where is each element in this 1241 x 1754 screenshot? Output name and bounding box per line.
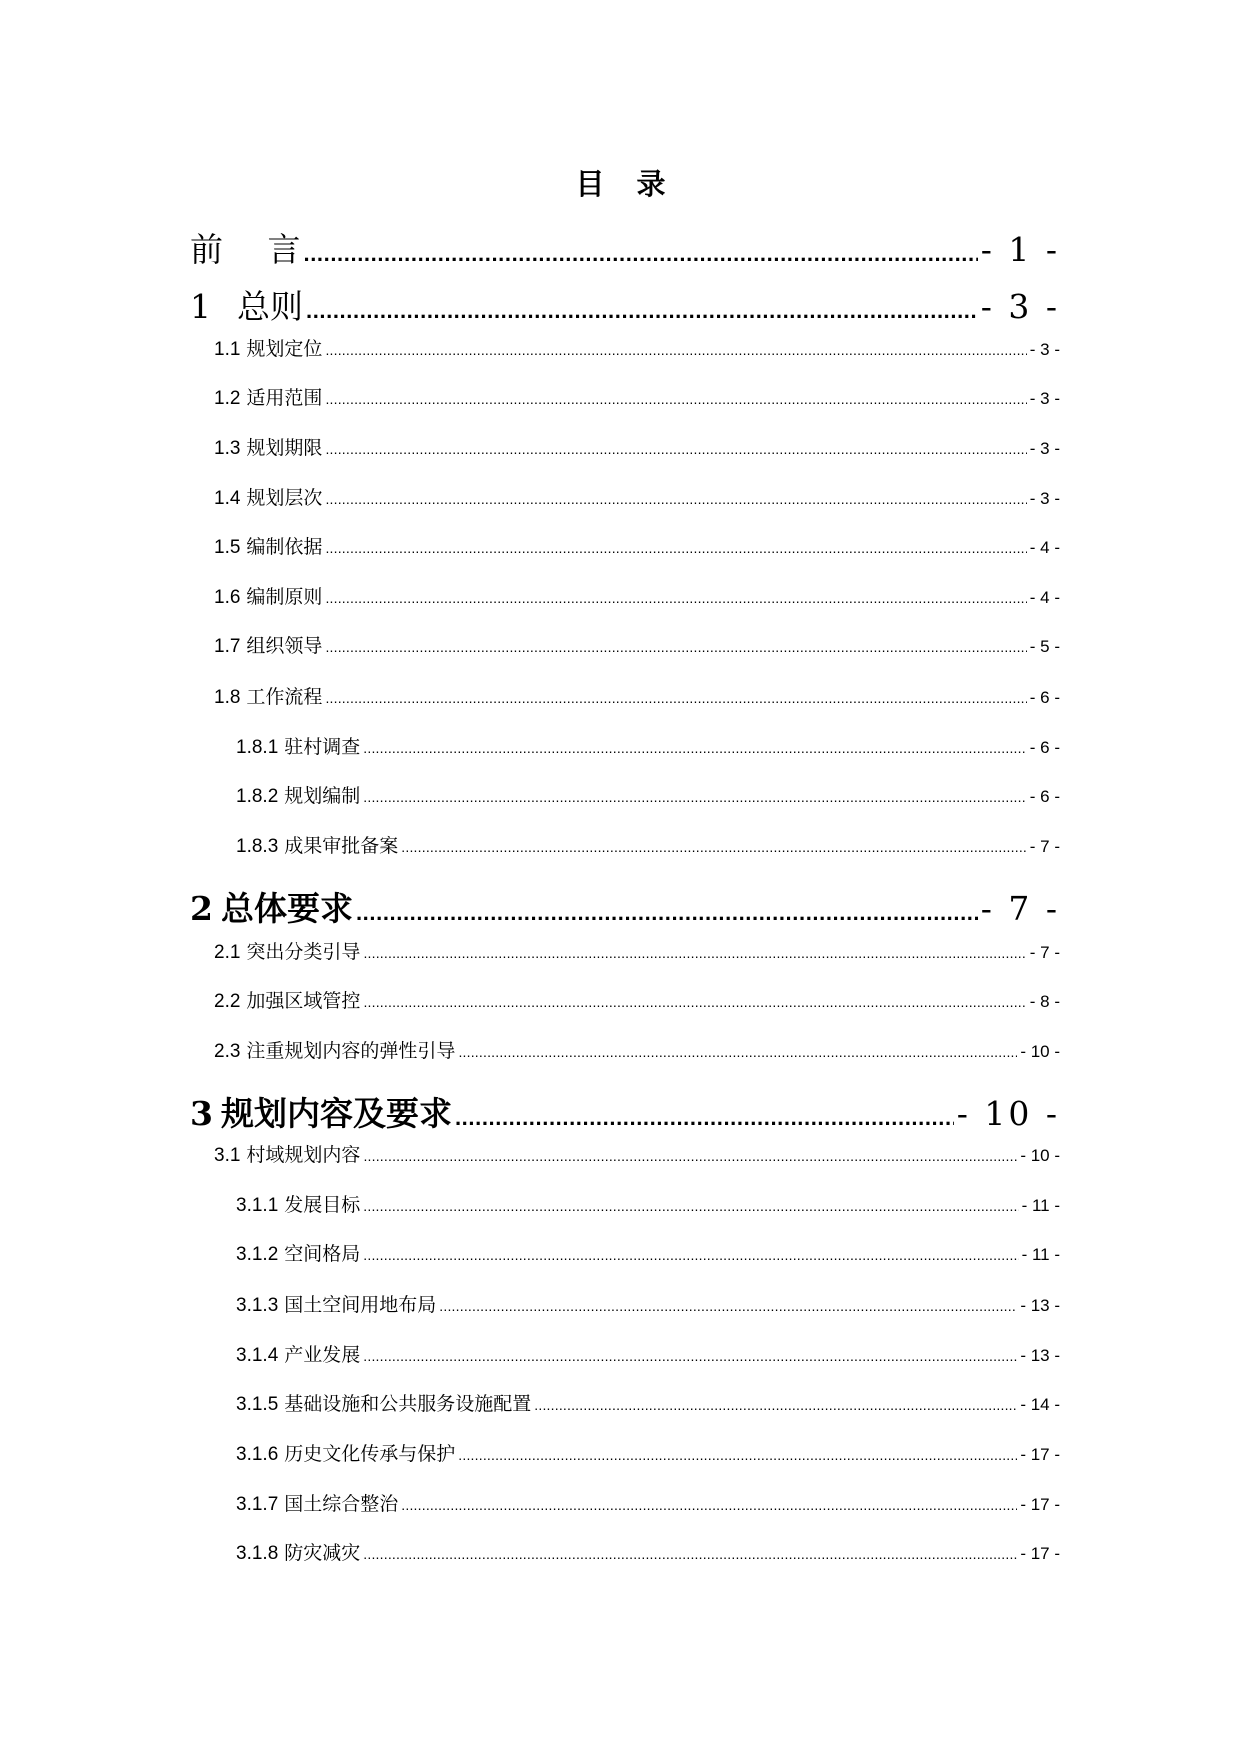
- section-number: 3.1.6: [236, 1444, 279, 1465]
- toc-entry-sub[interactable]: [236, 1293, 1060, 1319]
- section-number: 1.6: [214, 587, 241, 608]
- section-title: 历史文化传承与保护: [284, 1444, 456, 1465]
- dot-leader: [534, 1392, 1017, 1418]
- dot-leader: [356, 893, 978, 933]
- dot-leader: [458, 1442, 1017, 1468]
- page-number: - 7 -: [980, 889, 1060, 928]
- dot-leader: [363, 1541, 1017, 1567]
- section-number: 3: [190, 1094, 213, 1133]
- section-title: 总则: [237, 287, 303, 326]
- page-number: - 10 -: [1020, 1042, 1060, 1061]
- dot-leader: [401, 1492, 1017, 1518]
- section-number: 2.2: [214, 991, 241, 1012]
- toc-entry-chapter[interactable]: [190, 230, 1060, 270]
- toc-entry-sub[interactable]: [236, 1343, 1060, 1369]
- page-number: - 5 -: [1029, 637, 1060, 656]
- dot-leader: [325, 486, 1026, 512]
- dot-leader: [325, 634, 1026, 660]
- toc-entry[interactable]: [214, 486, 1060, 512]
- dot-leader: [325, 436, 1026, 462]
- toc-entry-sub[interactable]: [236, 1492, 1060, 1518]
- toc-entry-sub[interactable]: [236, 1392, 1060, 1418]
- section-number: 1.8.1: [236, 737, 279, 758]
- section-title: 前 言: [190, 230, 301, 269]
- toc-entry-chapter[interactable]: [190, 1094, 1060, 1134]
- section-title: 防灾减灾: [284, 1543, 361, 1564]
- section-title: 编制依据: [246, 537, 323, 558]
- section-title: 突出分类引导: [246, 942, 361, 963]
- dot-leader: [439, 1293, 1017, 1319]
- dot-leader: [363, 1143, 1017, 1169]
- section-number: 3.1.5: [236, 1394, 279, 1415]
- section-title: 总体要求: [220, 889, 353, 928]
- page-number: - 10 -: [1020, 1146, 1060, 1165]
- section-title: 工作流程: [246, 687, 323, 708]
- section-number: 1.5: [214, 537, 241, 558]
- dot-leader: [304, 234, 978, 274]
- page-number: - 4 -: [1029, 588, 1060, 607]
- section-number: 1.3: [214, 438, 241, 459]
- toc-entry[interactable]: [214, 634, 1060, 660]
- dot-leader: [325, 337, 1026, 363]
- page-number: - 17 -: [1020, 1445, 1060, 1464]
- section-number: 3.1.7: [236, 1494, 279, 1515]
- section-title: 国土空间用地布局: [284, 1295, 437, 1316]
- section-number: 3.1.3: [236, 1295, 279, 1316]
- page-number: - 3 -: [1029, 489, 1060, 508]
- page-number: - 8 -: [1029, 992, 1060, 1011]
- toc-entry-sub[interactable]: [236, 735, 1060, 761]
- section-title: 规划层次: [246, 488, 323, 509]
- dot-leader: [325, 535, 1026, 561]
- page-number: - 4 -: [1029, 538, 1060, 557]
- section-title: 基础设施和公共服务设施配置: [284, 1394, 532, 1415]
- section-number: 3.1.8: [236, 1543, 279, 1564]
- page-number: - 14 -: [1020, 1395, 1060, 1414]
- dot-leader: [325, 386, 1026, 412]
- section-number: 1.4: [214, 488, 241, 509]
- section-number: 3.1: [214, 1145, 241, 1166]
- section-title: 适用范围: [246, 388, 323, 409]
- section-title: 村域规划内容: [246, 1145, 361, 1166]
- section-title: 规划期限: [246, 438, 323, 459]
- page-number: - 13 -: [1020, 1346, 1060, 1365]
- page-number: - 11 -: [1021, 1245, 1060, 1264]
- dot-leader: [363, 1242, 1018, 1268]
- section-title: 空间格局: [284, 1244, 361, 1265]
- toc-entry-sub[interactable]: [236, 834, 1060, 860]
- toc-entry[interactable]: [214, 585, 1060, 611]
- toc-entry-sub[interactable]: [236, 1242, 1060, 1268]
- dot-leader: [363, 784, 1026, 810]
- toc-entry[interactable]: [214, 337, 1060, 363]
- page-number: - 17 -: [1020, 1544, 1060, 1563]
- dot-leader: [363, 735, 1026, 761]
- section-number: 1.7: [214, 636, 241, 657]
- section-number: 1: [190, 287, 211, 326]
- section-number: 2.1: [214, 942, 241, 963]
- section-title: 加强区域管控: [246, 991, 361, 1012]
- toc-entry-chapter[interactable]: [190, 889, 1060, 929]
- section-number: 3.1.4: [236, 1345, 279, 1366]
- toc-entry[interactable]: [214, 989, 1060, 1015]
- page-number: - 7 -: [1029, 837, 1060, 856]
- page-number: - 3 -: [1029, 340, 1060, 359]
- toc-entry[interactable]: [214, 386, 1060, 412]
- section-title: 成果审批备案: [284, 836, 399, 857]
- toc-entry-chapter[interactable]: [190, 287, 1060, 327]
- dot-leader: [325, 585, 1026, 611]
- dot-leader: [306, 291, 978, 331]
- section-number: 2: [190, 889, 213, 928]
- toc-entry[interactable]: [214, 1143, 1060, 1169]
- section-number: 1.8.3: [236, 836, 279, 857]
- section-number: 1.8.2: [236, 786, 279, 807]
- section-number: 1.2: [214, 388, 241, 409]
- page-number: - 17 -: [1020, 1495, 1060, 1514]
- page-number: - 11 -: [1021, 1196, 1060, 1215]
- page-number: - 10 -: [956, 1094, 1060, 1133]
- section-title: 国土综合整治: [284, 1494, 399, 1515]
- page-number: - 3 -: [1029, 389, 1060, 408]
- page-number: - 13 -: [1020, 1296, 1060, 1315]
- toc-entry[interactable]: [214, 685, 1060, 711]
- section-title: 编制原则: [246, 587, 323, 608]
- section-number: 3.1.2: [236, 1244, 279, 1265]
- section-title: 规划编制: [284, 786, 361, 807]
- dot-leader: [363, 940, 1026, 966]
- page-number: - 3 -: [980, 287, 1060, 326]
- page-number: - 7 -: [1029, 943, 1060, 962]
- dot-leader: [401, 834, 1026, 860]
- section-number: 1.1: [214, 339, 241, 360]
- toc-entry[interactable]: [214, 436, 1060, 462]
- section-title: 发展目标: [284, 1195, 361, 1216]
- toc-entry-sub[interactable]: [236, 1442, 1060, 1468]
- page-number: - 6 -: [1029, 787, 1060, 806]
- dot-leader: [455, 1098, 954, 1138]
- section-title: 规划定位: [246, 339, 323, 360]
- page-number: - 6 -: [1029, 738, 1060, 757]
- section-title: 注重规划内容的弹性引导: [246, 1041, 456, 1062]
- dot-leader: [363, 1343, 1017, 1369]
- dot-leader: [325, 685, 1026, 711]
- toc-entry-sub[interactable]: [236, 784, 1060, 810]
- toc-entry[interactable]: [214, 940, 1060, 966]
- toc-entry[interactable]: [214, 535, 1060, 561]
- toc-entry[interactable]: [214, 1039, 1060, 1065]
- dot-leader: [458, 1039, 1017, 1065]
- section-number: 2.3: [214, 1041, 241, 1062]
- section-number: 1.8: [214, 687, 241, 708]
- section-number: 3.1.1: [236, 1195, 279, 1216]
- section-title: 产业发展: [284, 1345, 361, 1366]
- page-number: - 1 -: [980, 230, 1060, 269]
- section-title: 驻村调查: [284, 737, 361, 758]
- page-number: - 3 -: [1029, 439, 1060, 458]
- dot-leader: [363, 989, 1026, 1015]
- toc-entry-sub[interactable]: [236, 1193, 1060, 1219]
- toc-title: 目 录: [575, 167, 666, 201]
- dot-leader: [363, 1193, 1018, 1219]
- section-title: 组织领导: [246, 636, 323, 657]
- toc-entry-sub[interactable]: [236, 1541, 1060, 1567]
- page-number: - 6 -: [1029, 688, 1060, 707]
- section-title: 规划内容及要求: [220, 1094, 452, 1133]
